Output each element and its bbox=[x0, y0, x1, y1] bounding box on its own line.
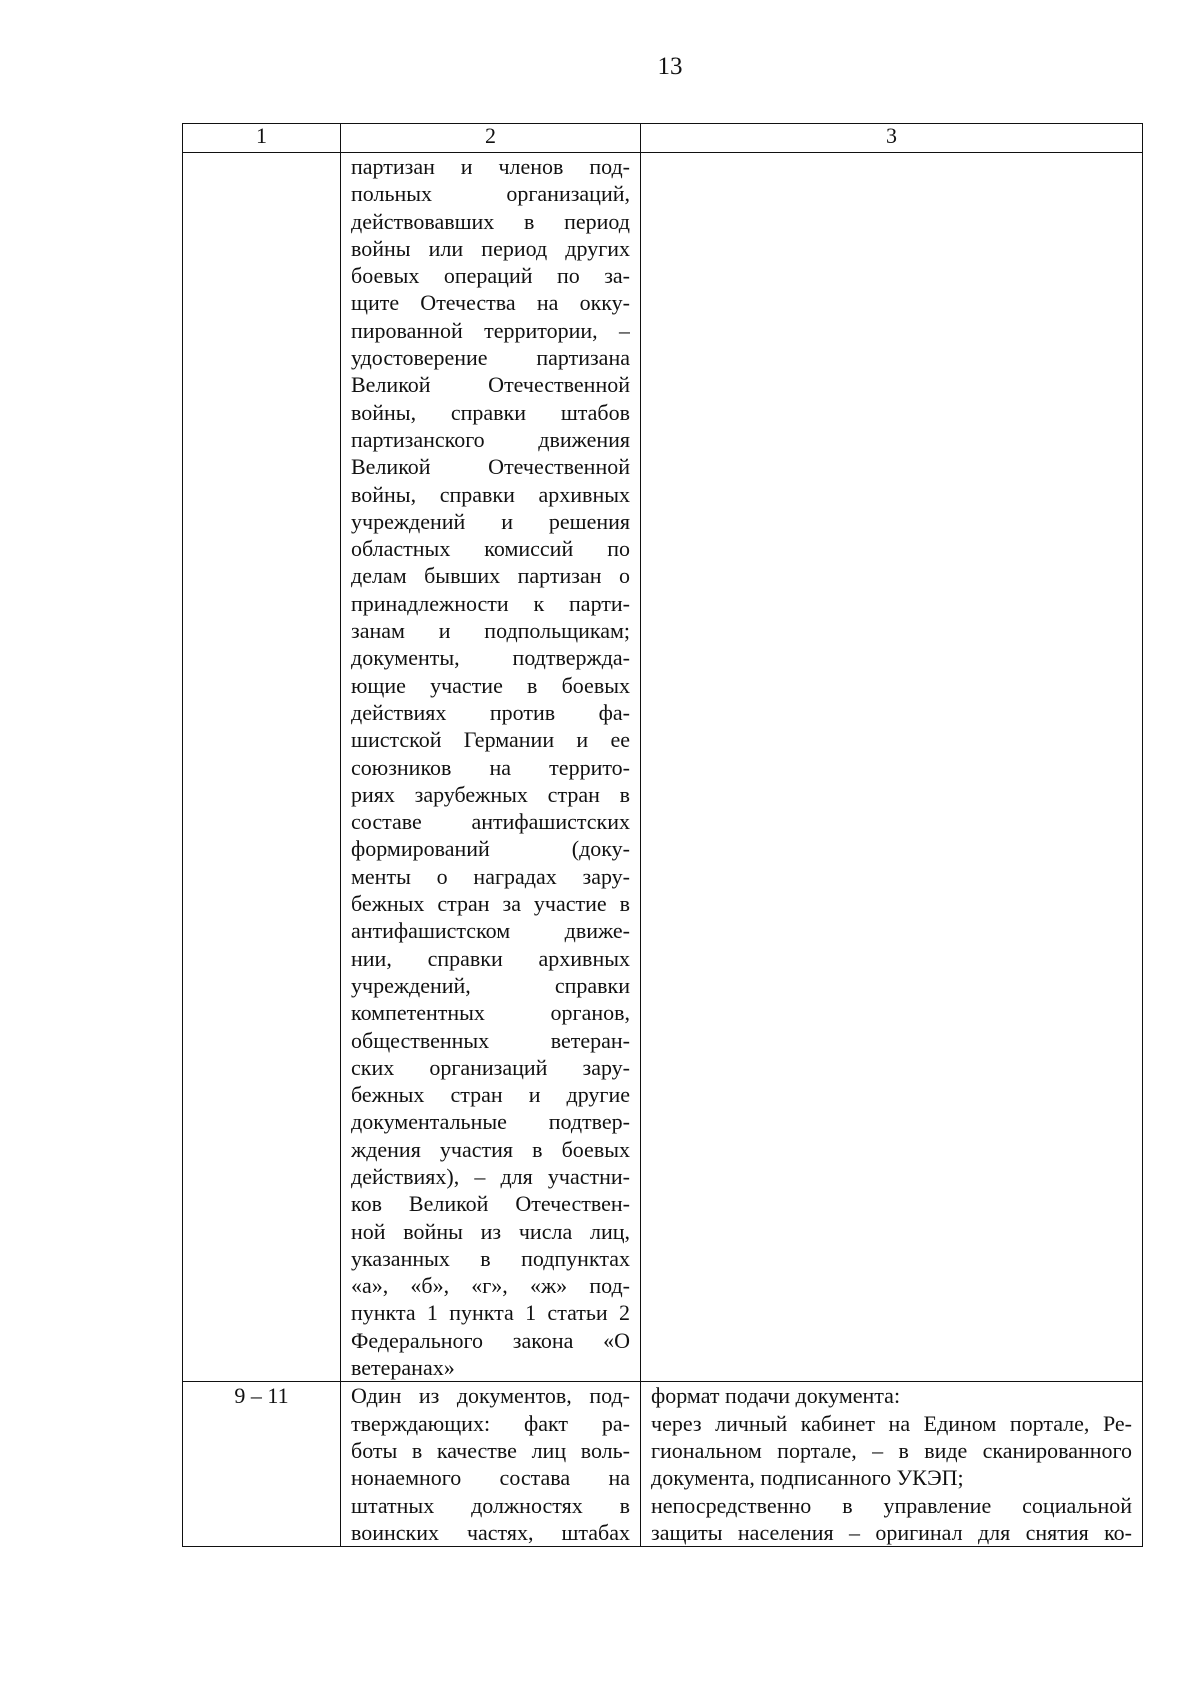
text-line: ждения участия в боевых bbox=[351, 1136, 630, 1162]
text-line: документа, подписанного УКЭП; bbox=[651, 1465, 964, 1491]
text-line: ков Великой Отечествен- bbox=[351, 1191, 630, 1217]
text-line: бежных стран за участие в bbox=[351, 891, 630, 917]
text-line: «а», «б», «г», «ж» под- bbox=[351, 1273, 630, 1299]
text-line: указанных в подпунктах bbox=[351, 1245, 630, 1271]
text-line: боевых операций по за- bbox=[351, 263, 630, 289]
page-number: 13 bbox=[657, 53, 683, 80]
text-line: боты в качестве лиц воль- bbox=[351, 1437, 630, 1463]
text-line: Федерального закона «О bbox=[351, 1327, 630, 1353]
text-line: партизан и членов под- bbox=[351, 154, 630, 179]
text-line: польных организаций, bbox=[351, 181, 630, 207]
text-line: учреждений, справки bbox=[351, 972, 630, 998]
row1-col2-text bbox=[351, 153, 630, 1381]
text-line: ющие участие в боевых bbox=[351, 672, 630, 698]
text-line: ветеранах» bbox=[351, 1355, 455, 1381]
text-line: войны, справки штабов bbox=[351, 399, 630, 425]
row2-col2 bbox=[341, 1382, 641, 1547]
text-line: союзников на террито- bbox=[351, 754, 630, 780]
row2-col1: 9 – 11 bbox=[183, 1382, 341, 1547]
text-line: Великой Отечественной bbox=[351, 454, 630, 480]
text-line: действовавших в период bbox=[351, 208, 630, 234]
text-line: делам бывших партизан о bbox=[351, 563, 630, 589]
text-line: Великой Отечественной bbox=[351, 372, 630, 398]
text-line: шистской Германии и ее bbox=[351, 727, 630, 753]
text-line: менты о наградах зару- bbox=[351, 863, 630, 889]
text-line: документальные подтвер- bbox=[351, 1109, 630, 1135]
row1-col1 bbox=[183, 153, 341, 1382]
text-line: партизанского движения bbox=[351, 426, 630, 452]
text-line: занам и подпольщикам; bbox=[351, 618, 630, 644]
text-line: компетентных органов, bbox=[351, 1000, 630, 1026]
text-line: войны, справки архивных bbox=[351, 481, 630, 507]
text-line: бежных стран и другие bbox=[351, 1082, 630, 1108]
text-line: действиях против фа- bbox=[351, 699, 630, 725]
text-line: пированной территории, – bbox=[351, 317, 630, 343]
row1-col2 bbox=[341, 153, 641, 1382]
text-line: нии, справки архивных bbox=[351, 945, 630, 971]
header-col-1: 1 bbox=[183, 124, 341, 153]
text-line: принадлежности к парти- bbox=[351, 590, 630, 616]
text-line: формат подачи документа: bbox=[651, 1383, 901, 1409]
text-line: тверждающих: факт ра- bbox=[351, 1410, 630, 1436]
text-line: штатных должностях в bbox=[351, 1492, 630, 1518]
text-line: непосредственно в управление социальной bbox=[651, 1492, 1132, 1518]
documents-table bbox=[182, 123, 1143, 1547]
text-line: риях зарубежных стран в bbox=[351, 781, 630, 807]
row2-col3-text bbox=[651, 1382, 1132, 1546]
text-line: документы, подтвержда- bbox=[351, 645, 630, 671]
text-line: Один из документов, под- bbox=[351, 1383, 630, 1409]
row2-col3 bbox=[641, 1382, 1143, 1547]
table-row bbox=[183, 1382, 1143, 1547]
text-line: войны или период других bbox=[351, 235, 630, 261]
text-line: пункта 1 пункта 1 статьи 2 bbox=[351, 1300, 630, 1326]
text-line: составе антифашистских bbox=[351, 809, 630, 835]
text-line: ной войны из числа лиц, bbox=[351, 1218, 630, 1244]
table-header-row bbox=[183, 124, 1143, 153]
text-line: через личный кабинет на Едином портале, Ре- bbox=[651, 1410, 1132, 1436]
text-line: ских организаций зару- bbox=[351, 1054, 630, 1080]
text-line: учреждений и решения bbox=[351, 508, 630, 534]
text-line: гиональном портале, – в виде сканированного bbox=[651, 1437, 1132, 1463]
text-line: удостоверение партизана bbox=[351, 345, 630, 371]
text-line: воинских частях, штабах bbox=[351, 1519, 630, 1545]
text-line: антифашистском движе- bbox=[351, 918, 630, 944]
text-line: областных комиссий по bbox=[351, 536, 630, 562]
text-line: нонаемного состава на bbox=[351, 1465, 630, 1491]
row2-col2-text bbox=[351, 1382, 630, 1546]
row1-col3 bbox=[641, 153, 1143, 1382]
text-line: общественных ветеран- bbox=[351, 1027, 630, 1053]
text-line: щите Отечества на окку- bbox=[351, 290, 630, 316]
header-col-3: 3 bbox=[641, 124, 1143, 153]
header-col-2: 2 bbox=[341, 124, 641, 153]
text-line: действиях), – для участни- bbox=[351, 1163, 630, 1189]
table-row bbox=[183, 153, 1143, 1382]
text-line: формирований (доку- bbox=[351, 836, 630, 862]
text-line: защиты населения – оригинал для снятия ко- bbox=[651, 1519, 1132, 1545]
